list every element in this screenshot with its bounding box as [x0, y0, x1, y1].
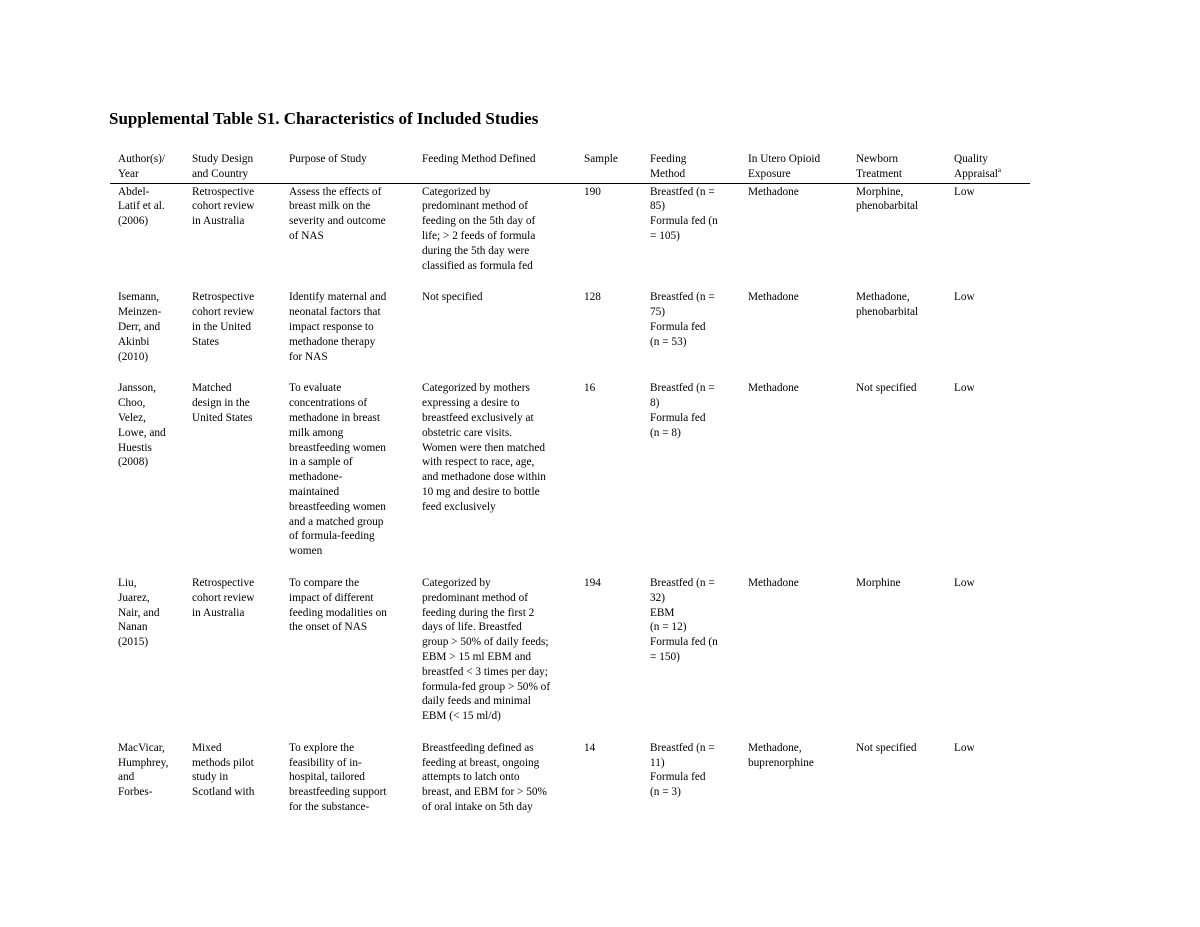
cell-line: = 105) [650, 229, 680, 242]
cell-line: breastfeeding support [289, 786, 387, 799]
header-purpose-line: Purpose of Study [289, 153, 367, 165]
cell-line: Formula fed (n [650, 636, 718, 649]
cell-line: methadone in breast [289, 411, 380, 424]
cell-line: Retrospective [192, 576, 255, 589]
cell-line: Matched [192, 382, 232, 395]
cell-line: Methadone [748, 576, 799, 589]
cell-treatment [848, 289, 946, 380]
cell-line: days of life. Breastfed [422, 621, 522, 634]
cell-feeding-defined [414, 740, 576, 815]
cell-line: formula-fed group > 50% of [422, 680, 551, 693]
cell-line: EBM (< 15 ml/d) [422, 710, 501, 723]
cell-line: Methadone [748, 291, 799, 304]
cell-line: severity and outcome [289, 215, 386, 228]
cell-line: in Australia [192, 215, 245, 228]
cell-line: Breastfed (n = [650, 741, 715, 754]
cell-feeding-defined [414, 289, 576, 380]
cell-line: (2006) [118, 215, 149, 228]
cell-line: Categorized by [422, 185, 491, 198]
cell-line: neonatal factors that [289, 306, 381, 319]
header-quality [946, 151, 1030, 183]
cell-line: Formula fed [650, 411, 706, 424]
cell-sample: 194 [584, 576, 601, 589]
cell-quality: Low [954, 185, 975, 198]
cell-line: Women were then matched [422, 441, 545, 454]
cell-line: Scotland with [192, 786, 255, 799]
cell-exposure [740, 575, 848, 740]
header-design-line: Study Design [192, 153, 254, 165]
cell-feeding-method [642, 289, 740, 380]
cell-line: of oral intake on 5th day [422, 801, 533, 814]
cell-line: Forbes- [118, 786, 153, 799]
cell-line: Assess the effects of [289, 185, 382, 198]
cell-line: cohort review [192, 591, 255, 604]
cell-line: Latif et al. [118, 200, 165, 213]
header-sample [576, 151, 642, 183]
header-exposure [740, 151, 848, 183]
cell-line: feeding at breast, ongoing [422, 756, 540, 769]
cell-design [184, 183, 281, 289]
cell-author [110, 183, 184, 289]
cell-line: Isemann, [118, 291, 160, 304]
cell-exposure [740, 740, 848, 815]
cell-line: breastfeeding women [289, 500, 386, 513]
header-row [110, 151, 1030, 183]
cell-line: Retrospective [192, 185, 255, 198]
cell-line: (2010) [118, 350, 149, 363]
cell-design [184, 289, 281, 380]
cell-design [184, 380, 281, 575]
header-author-line: Author(s)/ [118, 153, 166, 165]
cell-line: hospital, tailored [289, 771, 365, 784]
cell-line: expressing a desire to [422, 397, 520, 410]
cell-line: Breastfed (n = [650, 291, 715, 304]
cell-line: of formula-feeding [289, 530, 375, 543]
cell-line: cohort review [192, 200, 255, 213]
table-row [110, 289, 1030, 380]
cell-line: Morphine, [856, 185, 904, 198]
cell-line: impact response to [289, 320, 374, 333]
cell-line: with respect to race, age, [422, 456, 535, 469]
cell-feeding-method [642, 740, 740, 815]
cell-line: (n = 53) [650, 335, 687, 348]
cell-line: Meinzen- [118, 306, 162, 319]
cell-exposure [740, 183, 848, 289]
cell-author [110, 289, 184, 380]
cell-sample: 14 [584, 741, 596, 754]
cell-line: Nanan [118, 621, 148, 634]
cell-line: feed exclusively [422, 500, 496, 513]
cell-treatment [848, 740, 946, 815]
cell-line: predominant method of [422, 200, 529, 213]
cell-line: Juarez, [118, 591, 150, 604]
header-treatment-line: Newborn [856, 153, 899, 165]
cell-feeding-defined [414, 183, 576, 289]
cell-line: classified as formula fed [422, 259, 533, 272]
cell-line: Categorized by [422, 576, 491, 589]
cell-line: phenobarbital [856, 306, 919, 319]
cell-line: Not specified [856, 382, 917, 395]
cell-line: Lowe, and [118, 426, 166, 439]
cell-design [184, 575, 281, 740]
cell-line: design in the [192, 397, 250, 410]
header-quality-line2 [954, 167, 1022, 182]
cell-line: breastfeeding women [289, 441, 386, 454]
cell-line: Derr, and [118, 320, 161, 333]
cell-line: Breastfed (n = [650, 382, 715, 395]
cell-line: maintained [289, 485, 340, 498]
cell-line: Methadone [748, 382, 799, 395]
cell-line: States [192, 335, 219, 348]
cell-purpose [281, 380, 414, 575]
cell-line: cohort review [192, 306, 255, 319]
cell-treatment [848, 380, 946, 575]
cell-line: Breastfeeding defined as [422, 741, 534, 754]
cell-purpose [281, 183, 414, 289]
cell-line: concentrations of [289, 397, 368, 410]
cell-line: buprenorphine [748, 756, 814, 769]
cell-line: feasibility of in- [289, 756, 362, 769]
cell-line: predominant method of [422, 591, 529, 604]
cell-line: 85) [650, 200, 666, 213]
cell-line: for the substance- [289, 801, 370, 814]
cell-line: 32) [650, 591, 666, 604]
cell-author [110, 575, 184, 740]
cell-line: Akinbi [118, 335, 150, 348]
header-author [110, 151, 184, 183]
cell-line: obstetric care visits. [422, 426, 513, 439]
cell-line: and methadone dose within [422, 471, 546, 484]
header-feeding-defined [414, 151, 576, 183]
cell-line: and a matched group [289, 515, 384, 528]
cell-line: (2015) [118, 636, 149, 649]
header-quality-line2-text: Appraisal [954, 167, 998, 180]
cell-line: Mixed [192, 741, 222, 754]
cell-line: daily feeds and minimal [422, 695, 531, 708]
cell-line: 11) [650, 756, 665, 769]
header-feeding-method-line: Feeding [650, 153, 687, 165]
studies-table [110, 151, 1030, 815]
cell-line: of NAS [289, 229, 324, 242]
header-treatment [848, 151, 946, 183]
cell-author [110, 740, 184, 815]
table-body [110, 183, 1030, 815]
cell-line: breastfed < 3 times per day; [422, 665, 548, 678]
cell-line: Humphrey, [118, 756, 169, 769]
cell-line: (n = 3) [650, 786, 681, 799]
cell-line: feeding on the 5th day of [422, 215, 536, 228]
cell-line: group > 50% of daily feeds; [422, 636, 549, 649]
cell-line: Abdel- [118, 185, 150, 198]
cell-line: Categorized by mothers [422, 382, 530, 395]
cell-line: for NAS [289, 350, 328, 363]
table-title: Supplemental Table S1. Characteristics of Included Studies [109, 109, 539, 128]
cell-exposure [740, 289, 848, 380]
cell-line: Methadone, [748, 741, 802, 754]
header-purpose [281, 151, 414, 183]
cell-line: in the United [192, 320, 251, 333]
footnote-marker: a [997, 166, 1002, 175]
cell-treatment [848, 183, 946, 289]
cell-line: methods pilot [192, 756, 254, 769]
cell-sample: 190 [584, 185, 601, 198]
cell-feeding-method [642, 183, 740, 289]
cell-line: 10 mg and desire to bottle [422, 485, 540, 498]
cell-line: To evaluate [289, 382, 342, 395]
cell-line: MacVicar, [118, 741, 165, 754]
cell-line: (2008) [118, 456, 149, 469]
cell-feeding-defined [414, 380, 576, 575]
header-author-line: Year [118, 167, 139, 180]
table-row [110, 183, 1030, 289]
header-treatment-line: Treatment [856, 167, 903, 180]
cell-line: Formula fed [650, 771, 706, 784]
cell-line: breast milk on the [289, 200, 371, 213]
cell-line: Breastfed (n = [650, 185, 715, 198]
cell-line: impact of different [289, 591, 374, 604]
cell-line: Nair, and [118, 606, 160, 619]
cell-line: the onset of NAS [289, 621, 368, 634]
table-row [110, 740, 1030, 815]
table-row [110, 575, 1030, 740]
cell-line: women [289, 545, 323, 558]
cell-line: Methadone [748, 185, 799, 198]
cell-line: EBM > 15 ml EBM and [422, 650, 531, 663]
cell-line: in Australia [192, 606, 245, 619]
cell-purpose [281, 575, 414, 740]
cell-line: Formula fed [650, 320, 706, 333]
header-design-line: and Country [192, 167, 249, 180]
cell-quality: Low [954, 382, 975, 395]
cell-line: EBM [650, 606, 675, 619]
cell-line: attempts to latch onto [422, 771, 520, 784]
header-feeding-defined-line: Feeding Method Defined [422, 153, 536, 165]
header-feeding-method [642, 151, 740, 183]
header-exposure-line: In Utero Opioid [748, 153, 821, 165]
cell-line: Formula fed (n [650, 215, 718, 228]
cell-line: Jansson, [118, 382, 156, 395]
cell-feeding-defined [414, 575, 576, 740]
cell-line: feeding during the first 2 [422, 606, 535, 619]
cell-quality: Low [954, 576, 975, 589]
cell-sample: 16 [584, 382, 596, 395]
header-design [184, 151, 281, 183]
cell-line: Choo, [118, 397, 146, 410]
cell-author [110, 380, 184, 575]
cell-sample: 128 [584, 291, 601, 304]
cell-line: phenobarbital [856, 200, 919, 213]
cell-line: during the 5th day were [422, 244, 530, 257]
cell-line: Huestis [118, 441, 152, 454]
cell-line: Morphine [856, 576, 901, 589]
cell-purpose [281, 740, 414, 815]
cell-line: = 150) [650, 650, 680, 663]
cell-feeding-method [642, 380, 740, 575]
cell-line: feeding modalities on [289, 606, 387, 619]
cell-line: Velez, [118, 411, 146, 424]
table-row [110, 380, 1030, 575]
cell-design [184, 740, 281, 815]
cell-line: milk among [289, 426, 344, 439]
cell-line: 75) [650, 306, 666, 319]
cell-exposure [740, 380, 848, 575]
cell-feeding-method [642, 575, 740, 740]
cell-line: life; > 2 feeds of formula [422, 229, 536, 242]
cell-line: and [118, 771, 135, 784]
cell-line: methadone- [289, 471, 343, 484]
header-feeding-method-line: Method [650, 167, 686, 180]
cell-line: (n = 12) [650, 621, 687, 634]
cell-line: study in [192, 771, 229, 784]
cell-quality: Low [954, 741, 975, 754]
header-quality-line1: Quality [954, 153, 988, 165]
cell-line: 8) [650, 397, 660, 410]
cell-quality: Low [954, 291, 975, 304]
cell-purpose [281, 289, 414, 380]
cell-treatment [848, 575, 946, 740]
header-sample-line: Sample [584, 153, 618, 165]
cell-line: Retrospective [192, 291, 255, 304]
cell-line: methadone therapy [289, 335, 376, 348]
cell-line: Breastfed (n = [650, 576, 715, 589]
cell-line: Identify maternal and [289, 291, 387, 304]
cell-line: Not specified [856, 741, 917, 754]
cell-line: Liu, [118, 576, 137, 589]
cell-line: To explore the [289, 741, 355, 754]
cell-line: Methadone, [856, 291, 910, 304]
cell-line: (n = 8) [650, 426, 681, 439]
cell-line: United States [192, 411, 253, 424]
cell-line: To compare the [289, 576, 360, 589]
cell-line: in a sample of [289, 456, 353, 469]
cell-line: breastfeed exclusively at [422, 411, 534, 424]
cell-line: Not specified [422, 291, 483, 304]
cell-line: breast, and EBM for > 50% [422, 786, 547, 799]
header-exposure-line: Exposure [748, 167, 791, 180]
